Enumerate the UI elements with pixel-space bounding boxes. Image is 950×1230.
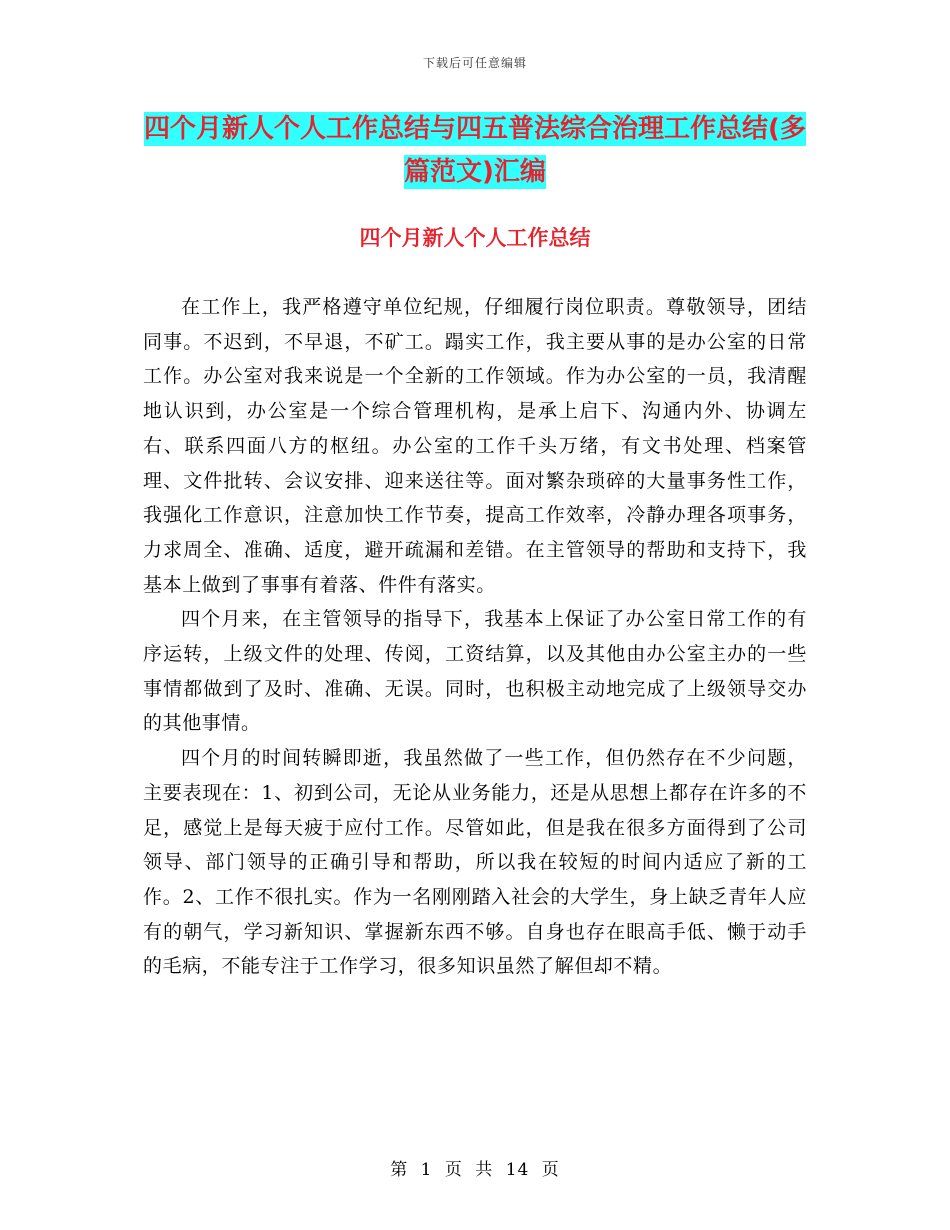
body-text <box>143 290 807 984</box>
page-footer <box>0 1155 950 1180</box>
footer-page-word: 页 <box>444 1160 463 1180</box>
document-title <box>140 108 810 194</box>
footer-suffix: 页 <box>541 1160 560 1180</box>
document-title-text: 四个月新人个人工作总结与四五普法综合治理工作总结(多篇范文)汇编 <box>144 114 806 187</box>
footer-prefix: 第 <box>390 1160 409 1180</box>
paragraph: 在工作上，我严格遵守单位纪规，仔细履行岗位职责。尊敬领导，团结同事。不迟到，不早退，不矿工。蹋实工作，我主要从事的是办公室的日常工作。办公室对我来说是一个全新的工作领域。作为办公室的一员，我清醒地认识到，办公室是一个综合管理机构，是承上启下、沟通内外、协调左右、联系四面八方的枢纽。办公室的工作千头万绪，有文书处理、档案管理、文件批转、会议安排、迎来送往等。面对繁杂琐碎的大量事务性工作，我强化工作意识，注意加快工作节奏，提高工作效率，冷静办理各项事务，力求周全、准确、适度，避开疏漏和差错。在主管领导的帮助和支持下，我基本上做到了事事有着落、件件有落实。 <box>143 296 807 596</box>
paragraph: 四个月来，在主管领导的指导下，我基本上保证了办公室日常工作的有序运转，上级文件的处理、传阅，工资结算，以及其他由办公室主办的一些事情都做到了及时、准确、无误。同时，也积极主动地完成了上级领导交办的其他事情。 <box>143 608 807 735</box>
section-title: 四个月新人个人工作总结 <box>359 226 591 250</box>
paragraph: 四个月的时间转瞬即逝，我虽然做了一些工作，但仍然存在不少问题，主要表现在：1、初到公司，无论从业务能力，还是从思想上都存在许多的不足，感觉上是每天疲于应付工作。尽管如此，但是我在很多方面得到了公司领导、部门领导的正确引导和帮助，所以我在较短的时间内适应了新的工作。2、工作不很扎实。作为一名刚刚踏入社会的大学生，身上缺乏青年人应有的朝气，学习新知识、掌握新东西不够。自身也存在眼高手低、懒于动手的毛病，不能专注于工作学习，很多知识虽然了解但却不精。 <box>143 747 807 978</box>
footer-total-pages: 14 <box>505 1160 530 1180</box>
footer-page-number: 1 <box>420 1160 433 1180</box>
header-note: 下载后可任意编辑 <box>422 56 527 70</box>
footer-total-word: 共 <box>475 1160 494 1180</box>
